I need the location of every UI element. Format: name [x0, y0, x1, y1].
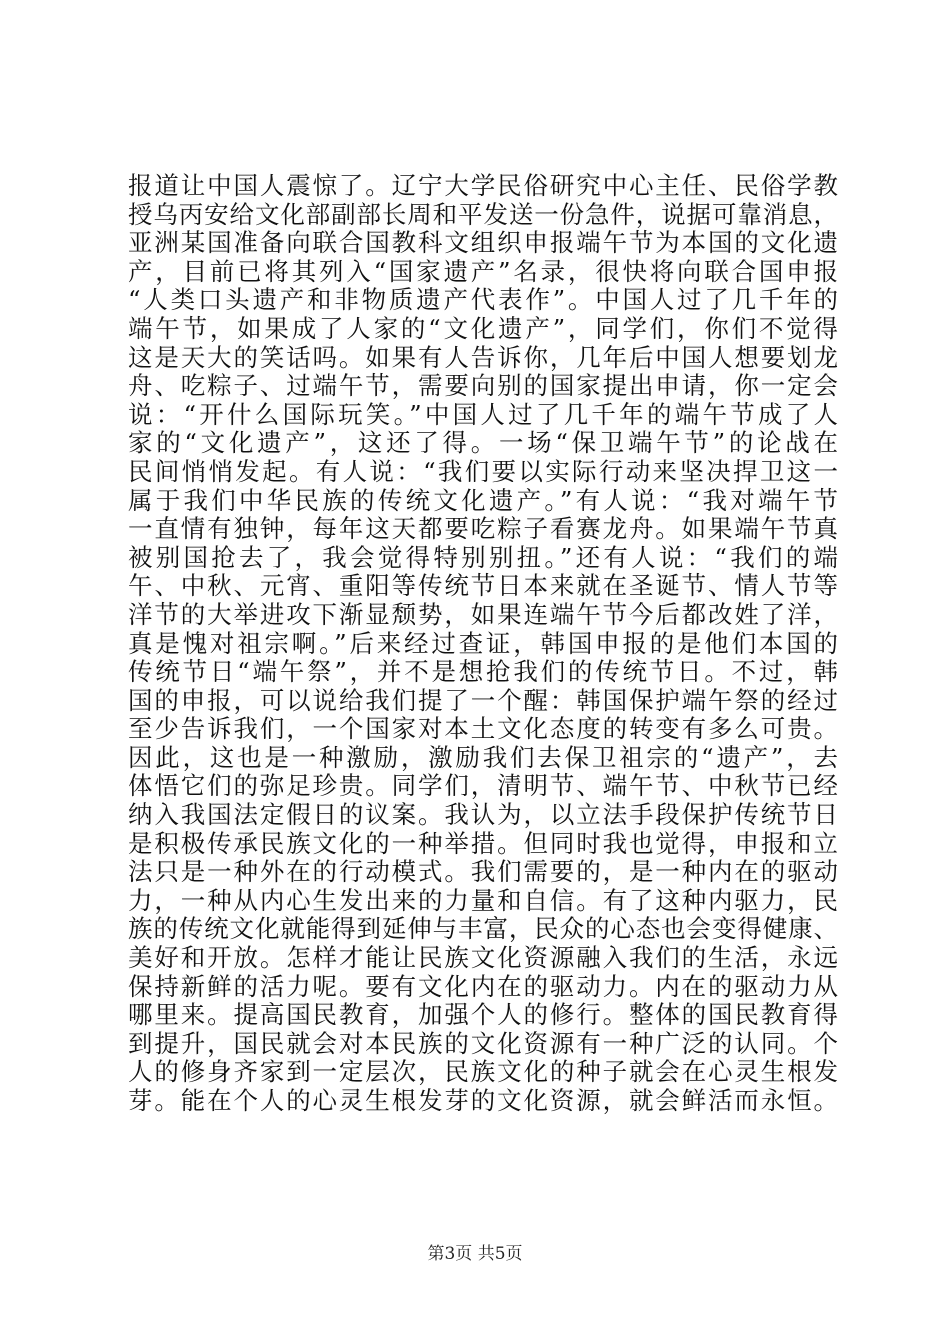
- body-text-line: 午、中秋、元宵、重阳等传统节日本来就在圣诞节、情人节等: [128, 572, 838, 601]
- body-text-line: 端午节，如果成了人家的“文化遗产”，同学们，你们不觉得: [128, 314, 838, 343]
- body-text-line: 美好和开放。怎样才能让民族文化资源融入我们的生活，永远: [128, 944, 838, 973]
- body-text-line: 家的“文化遗产”，这还了得。一场“保卫端午节”的论战在: [128, 429, 838, 458]
- body-text-line: 芽。能在个人的心灵生根发芽的文化资源，就会鲜活而永恒。: [128, 1087, 838, 1115]
- body-text-line: “人类口头遗产和非物质遗产代表作”。中国人过了几千年的: [128, 286, 838, 315]
- body-text-line: 力，一种从内心生发出来的力量和自信。有了这种内驱力，民: [128, 886, 838, 915]
- body-text: [128, 172, 838, 1116]
- body-text-line: 国的申报，可以说给我们提了一个醒：韩国保护端午祭的经过: [128, 686, 838, 715]
- body-text-line: 一直情有独钟，每年这天都要吃粽子看赛龙舟。如果端午节真: [128, 515, 838, 544]
- body-text-line: 说：“开什么国际玩笑。”中国人过了几千年的端午节成了人: [128, 400, 838, 429]
- body-text-line: 民间悄悄发起。有人说：“我们要以实际行动来坚决捍卫这一: [128, 457, 838, 486]
- body-text-line: 产，目前已将其列入“国家遗产”名录，很快将向联合国申报: [128, 257, 838, 286]
- body-text-line: 法只是一种外在的行动模式。我们需要的，是一种内在的驱动: [128, 858, 838, 887]
- body-text-line: 舟、吃粽子、过端午节，需要向别的国家提出申请，你一定会: [128, 372, 838, 401]
- body-text-line: 洋节的大举进攻下渐显颓势，如果连端午节今后都改姓了洋，: [128, 600, 838, 629]
- body-text-line: 真是愧对祖宗啊。”后来经过查证，韩国申报的是他们本国的: [128, 629, 838, 658]
- body-text-line: 哪里来。提高国民教育，加强个人的修行。整体的国民教育得: [128, 1001, 838, 1030]
- body-text-line: 授乌丙安给文化部副部长周和平发送一份急件，说据可靠消息，: [128, 200, 838, 229]
- body-text-line: 保持新鲜的活力呢。要有文化内在的驱动力。内在的驱动力从: [128, 972, 838, 1001]
- body-text-line: 族的传统文化就能得到延伸与丰富，民众的心态也会变得健康、: [128, 915, 838, 944]
- page-footer: 第3页 共5页: [427, 1244, 523, 1264]
- body-text-line: 到提升，国民就会对本民族的文化资源有一种广泛的认同。个: [128, 1029, 838, 1058]
- body-text-line: 这是天大的笑话吗。如果有人告诉你，几年后中国人想要划龙: [128, 343, 838, 372]
- body-text-line: 亚洲某国准备向联合国教科文组织申报端午节为本国的文化遗: [128, 229, 838, 258]
- body-text-line: 属于我们中华民族的传统文化遗产。”有人说：“我对端午节: [128, 486, 838, 515]
- body-text-line: 体悟它们的弥足珍贵。同学们，清明节、端午节、中秋节已经: [128, 772, 838, 801]
- body-text-line: 纳入我国法定假日的议案。我认为，以立法手段保护传统节日: [128, 801, 838, 830]
- body-text-line: 被别国抢去了，我会觉得特别别扭。”还有人说：“我们的端: [128, 543, 838, 572]
- body-text-line: 人的修身齐家到一定层次，民族文化的种子就会在心灵生根发: [128, 1058, 838, 1087]
- body-text-line: 因此，这也是一种激励，激励我们去保卫祖宗的“遗产”，去: [128, 743, 838, 772]
- body-text-line: 是积极传承民族文化的一种举措。但同时我也觉得，申报和立: [128, 829, 838, 858]
- body-text-line: 报道让中国人震惊了。辽宁大学民俗研究中心主任、民俗学教: [128, 172, 838, 200]
- body-text-line: 至少告诉我们，一个国家对本土文化态度的转变有多么可贵。: [128, 715, 838, 744]
- body-text-line: 传统节日“端午祭”，并不是想抢我们的传统节日。不过，韩: [128, 658, 838, 687]
